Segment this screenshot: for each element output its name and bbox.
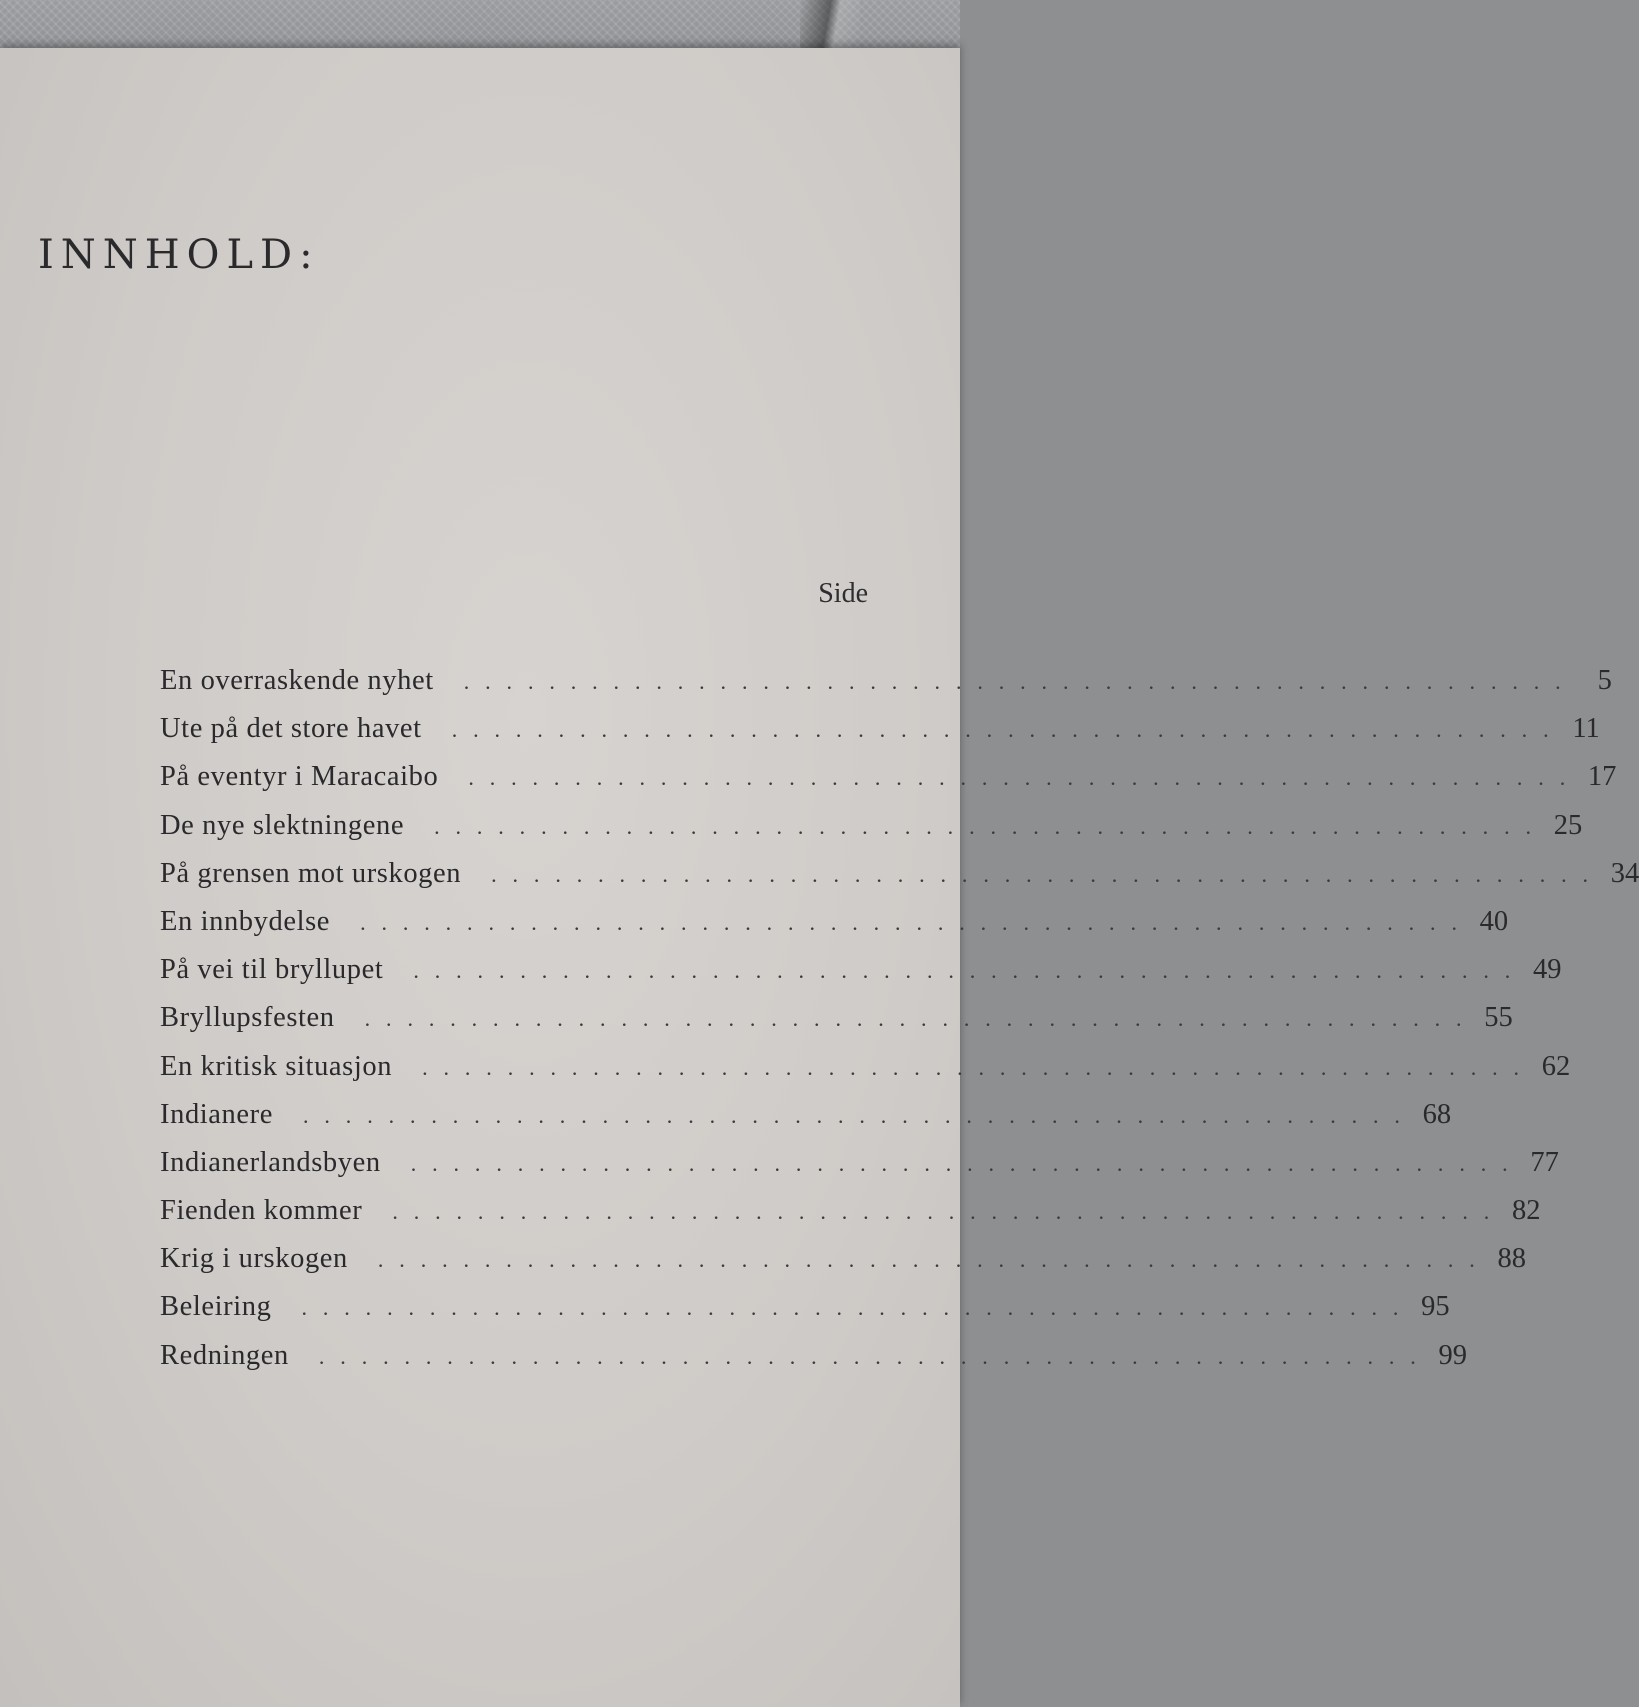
toc-entry-title: Indianere (160, 1098, 273, 1130)
toc-leader-dots: . . . . . . . . . . . . . . . . . . . . . . . . . . . . . . . . . . . . . . . . . . . . . . . . . . . . (364, 1006, 1467, 1032)
toc-entry (160, 1291, 1450, 1339)
toc-entry-page: 88 (1497, 1243, 1526, 1275)
toc-entry-title: Bryllupsfesten (160, 1002, 335, 1034)
toc-entry-title: På vei til bryllupet (160, 954, 384, 986)
toc-leader-dots: . . . . . . . . . . . . . . . . . . . . . . . . . . . . . . . . . . . . . . . . . . . . . . . . . . . . (413, 958, 1516, 984)
toc-entry-page: 34 (1610, 857, 1639, 889)
toc-entry (160, 905, 1509, 954)
toc-entry (160, 1002, 1513, 1050)
toc-entry (160, 1243, 1526, 1291)
toc-entry-title: En kritisk situasjon (160, 1050, 393, 1082)
toc-entry (160, 665, 1612, 713)
page-title: INNHOLD: (38, 232, 320, 278)
toc-entry (160, 1339, 1467, 1388)
toc-entry-page: 82 (1511, 1195, 1541, 1227)
toc-entry-title: Indianerlandsbyen (160, 1146, 381, 1178)
toc-entry (160, 1146, 1559, 1195)
toc-leader-dots: . . . . . . . . . . . . . . . . . . . . . . . . . . . . . . . . . . . . . . . . . . . . . . . . . . . . (468, 765, 1571, 791)
toc-entry-page: 68 (1422, 1098, 1452, 1130)
toc-entry (160, 761, 1617, 809)
toc-entry-page: 40 (1479, 905, 1509, 937)
toc-entry-title: Fienden kommer (160, 1195, 363, 1227)
toc-leader-dots: . . . . . . . . . . . . . . . . . . . . . . . . . . . . . . . . . . . . . . . . . . . . . . . . . . . . (463, 669, 1566, 694)
toc-leader-dots: . . . . . . . . . . . . . . . . . . . . . . . . . . . . . . . . . . . . . . . . . . . . . . . . . . . . (451, 717, 1554, 743)
toc-entry-page: 17 (1587, 761, 1617, 793)
toc-entry (160, 954, 1562, 1002)
book-edge-shadow (800, 0, 860, 50)
toc-entry-page: 49 (1532, 954, 1562, 986)
toc-entry-title: Redningen (160, 1339, 289, 1371)
toc-entry-title: Ute på det store havet (160, 713, 422, 745)
toc-entry-page: 55 (1484, 1002, 1513, 1034)
page-column-label: Side (818, 578, 868, 609)
toc-leader-dots: . . . . . . . . . . . . . . . . . . . . . . . . . . . . . . . . . . . . . . . . . . . . . . . . . . . . (392, 1199, 1495, 1225)
toc-entry (160, 1195, 1541, 1243)
toc-entry-title: Krig i urskogen (160, 1243, 348, 1275)
toc-leader-dots: . . . . . . . . . . . . . . . . . . . . . . . . . . . . . . . . . . . . . . . . . . . . . . . . . . . . (360, 909, 1463, 935)
toc-leader-dots: . . . . . . . . . . . . . . . . . . . . . . . . . . . . . . . . . . . . . . . . . . . . . . . . . . . . (301, 1295, 1404, 1321)
toc-entry-page: 11 (1572, 713, 1600, 745)
toc-entry (160, 1098, 1452, 1147)
toc-entry-title: En overraskende nyhet (160, 665, 434, 696)
toc-leader-dots: . . . . . . . . . . . . . . . . . . . . . . . . . . . . . . . . . . . . . . . . . . . . . . . . . . . . (422, 1054, 1525, 1080)
table-of-contents (160, 665, 1639, 1388)
toc-entry-page: 99 (1438, 1339, 1467, 1371)
toc-leader-dots: . . . . . . . . . . . . . . . . . . . . . . . . . . . . . . . . . . . . . . . . . . . . . . . . . . . . (410, 1150, 1513, 1176)
toc-entry-page: 95 (1421, 1291, 1450, 1323)
book-page (0, 48, 1639, 1707)
toc-entry-page: 77 (1530, 1146, 1559, 1178)
toc-leader-dots: . . . . . . . . . . . . . . . . . . . . . . . . . . . . . . . . . . . . . . . . . . . . . . . . . . . . (318, 1343, 1421, 1369)
toc-entry-page: 25 (1553, 809, 1583, 841)
toc-entry-title: En innbydelse (160, 905, 331, 937)
toc-leader-dots: . . . . . . . . . . . . . . . . . . . . . . . . . . . . . . . . . . . . . . . . . . . . . . . . . . . . (434, 813, 1537, 839)
toc-entry (160, 857, 1639, 906)
toc-leader-dots: . . . . . . . . . . . . . . . . . . . . . . . . . . . . . . . . . . . . . . . . . . . . . . . . . . . . (491, 861, 1594, 887)
toc-entry-page: 62 (1541, 1050, 1571, 1082)
toc-entry-page: 5 (1597, 665, 1612, 696)
toc-entry-title: Beleiring (160, 1291, 272, 1323)
toc-entry-title: På grensen mot urskogen (160, 857, 462, 889)
toc-entry (160, 713, 1600, 761)
toc-entry-title: På eventyr i Maracaibo (160, 761, 439, 793)
toc-entry-title: De nye slektningene (160, 809, 405, 841)
toc-leader-dots: . . . . . . . . . . . . . . . . . . . . . . . . . . . . . . . . . . . . . . . . . . . . . . . . . . . . (377, 1247, 1480, 1273)
toc-leader-dots: . . . . . . . . . . . . . . . . . . . . . . . . . . . . . . . . . . . . . . . . . . . . . . . . . . . . (303, 1102, 1406, 1128)
toc-entry (160, 809, 1583, 858)
toc-entry (160, 1050, 1571, 1099)
